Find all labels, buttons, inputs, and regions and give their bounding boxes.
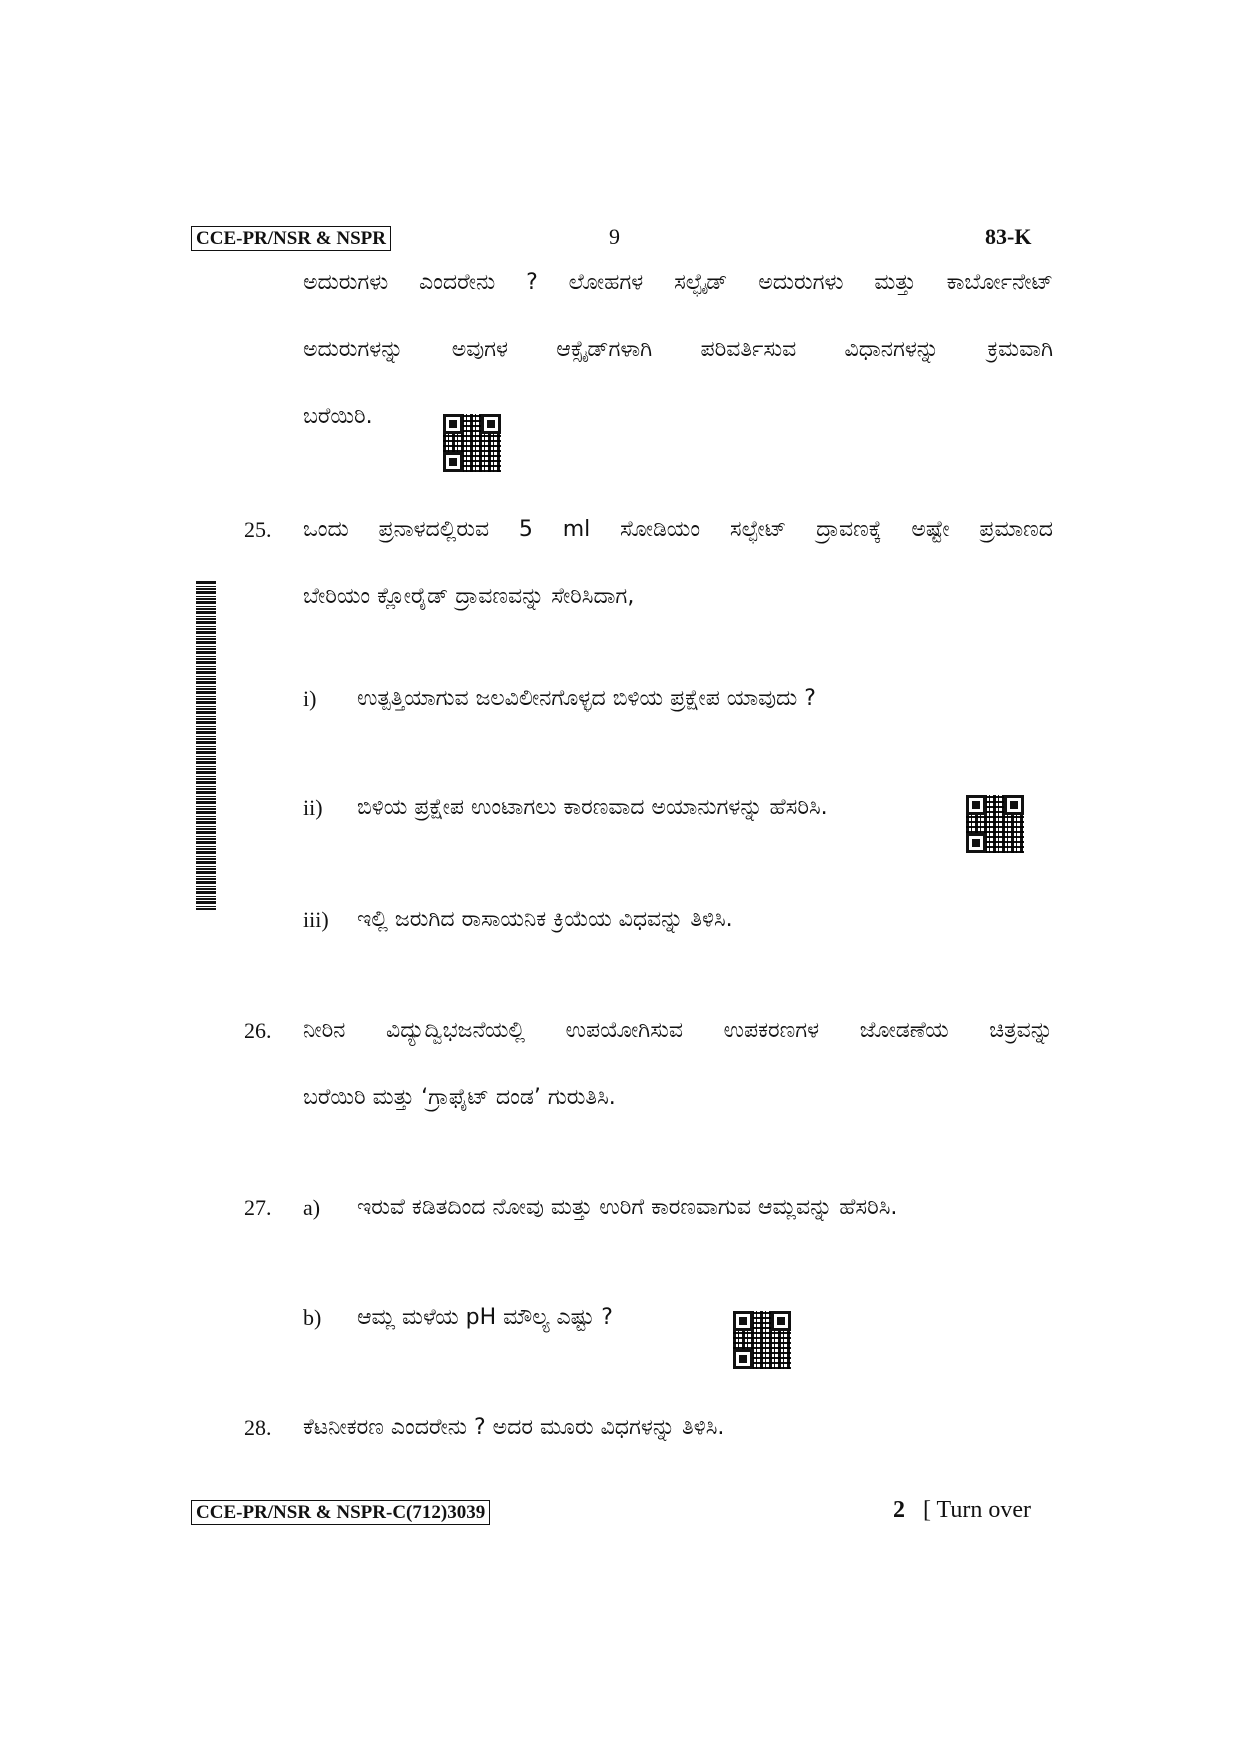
q25-part-text: ಉತ್ಪತ್ತಿಯಾಗುವ ಜಲವಿಲೀನಗೊಳ್ಳದ ಬಿಳಿಯ ಪ್ರಕ್ಷೇಪ ಯಾವುದು ? — [357, 686, 816, 711]
q25-part-text: ಇಲ್ಲಿ ಜರುಗಿದ ರಾಸಾಯನಿಕ ಕ್ರಿಯೆಯ ವಿಧವನ್ನು ತಿಳಿಸಿ. — [357, 907, 733, 932]
q27-part-label: b) — [303, 1305, 322, 1330]
header-code-left: CCE-PR/NSR & NSPR — [191, 226, 391, 251]
qr-code-icon — [733, 1311, 791, 1369]
qr-code-icon — [443, 414, 501, 472]
q27-part-label: a) — [303, 1195, 321, 1220]
q25-part-label: i) — [303, 686, 317, 711]
q25-number: 25. — [244, 517, 272, 542]
q25-line-1: ಒಂದು ಪ್ರನಾಳದಲ್ಲಿರುವ 5 ml ಸೋಡಿಯಂ ಸಲ್ಫೇಟ್ ದ್ರಾವಣಕ್ಕೆ ಅಷ್ಟೇ ಪ್ರಮಾಣದ — [303, 517, 1053, 542]
q24-line-1: ಅದುರುಗಳು ಎಂದರೇನು ? ಲೋಹಗಳ ಸಲ್ಫೈಡ್ ಅದುರುಗಳು ಮತ್ತು ಕಾರ್ಬೋನೇಟ್ — [303, 270, 1053, 295]
q28-text: ಕೆಟನೀಕರಣ ಎಂದರೇನು ? ಅದರ ಮೂರು ವಿಧಗಳನ್ನು ತಿಳಿಸಿ. — [303, 1415, 725, 1440]
q27-part-text: ಇರುವೆ ಕಡಿತದಿಂದ ನೋವು ಮತ್ತು ಉರಿಗೆ ಕಾರಣವಾಗುವ ಆಮ್ಲವನ್ನು ಹೆಸರಿಸಿ. — [357, 1195, 898, 1220]
q24-line-3: ಬರೆಯಿರಿ. — [303, 404, 373, 429]
q28-number: 28. — [244, 1415, 272, 1440]
q26-line-2: ಬರೆಯಿರಿ ಮತ್ತು ‘ಗ್ರಾಫೈಟ್ ದಂಡ’ ಗುರುತಿಸಿ. — [303, 1085, 616, 1110]
q24-line-2: ಅದುರುಗಳನ್ನು ಅವುಗಳ ಆಕ್ಸೈಡ್‌ಗಳಾಗಿ ಪರಿವರ್ತಿಸುವ ವಿಧಾನಗಳನ್ನು ಕ್ರಮವಾಗಿ — [303, 337, 1053, 362]
footer-code: CCE-PR/NSR & NSPR-C(712)3039 — [191, 1500, 490, 1525]
q25-line-2: ಬೇರಿಯಂ ಕ್ಲೋರೈಡ್ ದ್ರಾವಣವನ್ನು ಸೇರಿಸಿದಾಗ, — [303, 584, 635, 609]
turn-over-label: [ Turn over — [923, 1497, 1032, 1523]
header-code-right: 83-K — [985, 224, 1032, 249]
q25-part-label: ii) — [303, 795, 323, 820]
q25-part-text: ಬಿಳಿಯ ಪ್ರಕ್ಷೇಪ ಉಂಟಾಗಲು ಕಾರಣವಾದ ಅಯಾನುಗಳನ್ನು ಹೆಸರಿಸಿ. — [357, 795, 828, 820]
q27-part-text: ಆಮ್ಲ ಮಳೆಯ pH ಮೌಲ್ಯ ಎಷ್ಟು ? — [357, 1305, 613, 1330]
barcode-icon — [196, 580, 216, 910]
footer-page-marker: 2 — [893, 1497, 905, 1523]
q26-number: 26. — [244, 1018, 272, 1043]
q26-line-1: ನೀರಿನ ವಿದ್ಯುದ್ವಿಭಜನೆಯಲ್ಲಿ ಉಪಯೋಗಿಸುವ ಉಪಕರಣಗಳ ಜೋಡಣೆಯ ಚಿತ್ರವನ್ನು — [303, 1018, 1053, 1043]
q27-number: 27. — [244, 1195, 272, 1220]
qr-code-icon — [966, 795, 1024, 853]
q25-part-label: iii) — [303, 907, 329, 932]
page-number: 9 — [609, 224, 620, 249]
footer-nav — [893, 1497, 1031, 1524]
